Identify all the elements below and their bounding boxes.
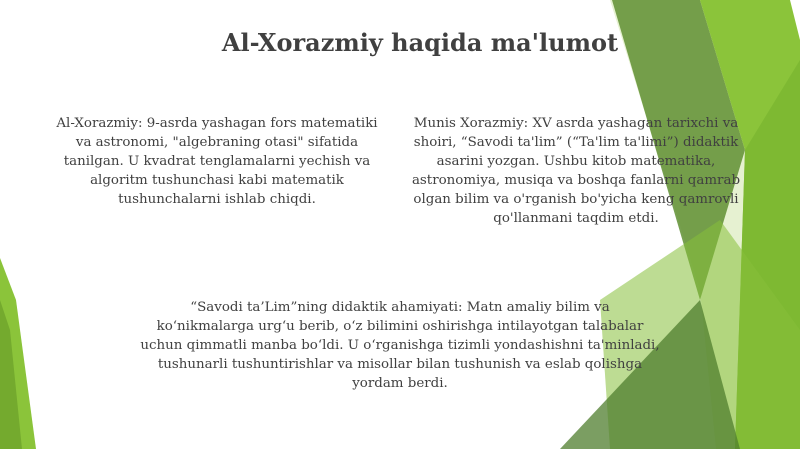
slide-title: Al-Xorazmiy haqida ma'lumot <box>221 28 619 57</box>
al-xorazmiy-paragraph: Al-Xorazmiy: 9-asrda yashagan fors matematiki va astronomi, "algebraning otasi" sifatida tanilgan. U kvadrat tenglamalarni yechish va algoritm tushunchasi kabi matematik tushunchalarni ishlab chiqdi. <box>56 116 378 207</box>
munis-xorazmiy-paragraph: Munis Xorazmiy: XV asrda yashagan tarixchi va shoiri, “Savodi ta'lim” (“Ta'lim ta'limi”) didaktik asarini yozgan. Ushbu kitob matematika, astronomiya, musiqa va boshqa fanlarni qamrab olgan bilim va o'rganish bo'yicha keng qamrovli qo'llanmani taqdim etdi. <box>411 116 741 226</box>
didactic-significance-paragraph: “Savodi ta’Lim”ning didaktik ahamiyati: Matn amaliy bilim va ko‘nikmalarga urg‘u berib, o‘z bilimini oshirishga intilayotgan talabalar uchun qimmatli manba bo‘ldi. U o‘rganishga tizimli yondashishni ta'minladi, tushunarli tushuntirishlar va misollar bilan tushunish va eslab qolishga yordam berdi. <box>140 300 660 391</box>
